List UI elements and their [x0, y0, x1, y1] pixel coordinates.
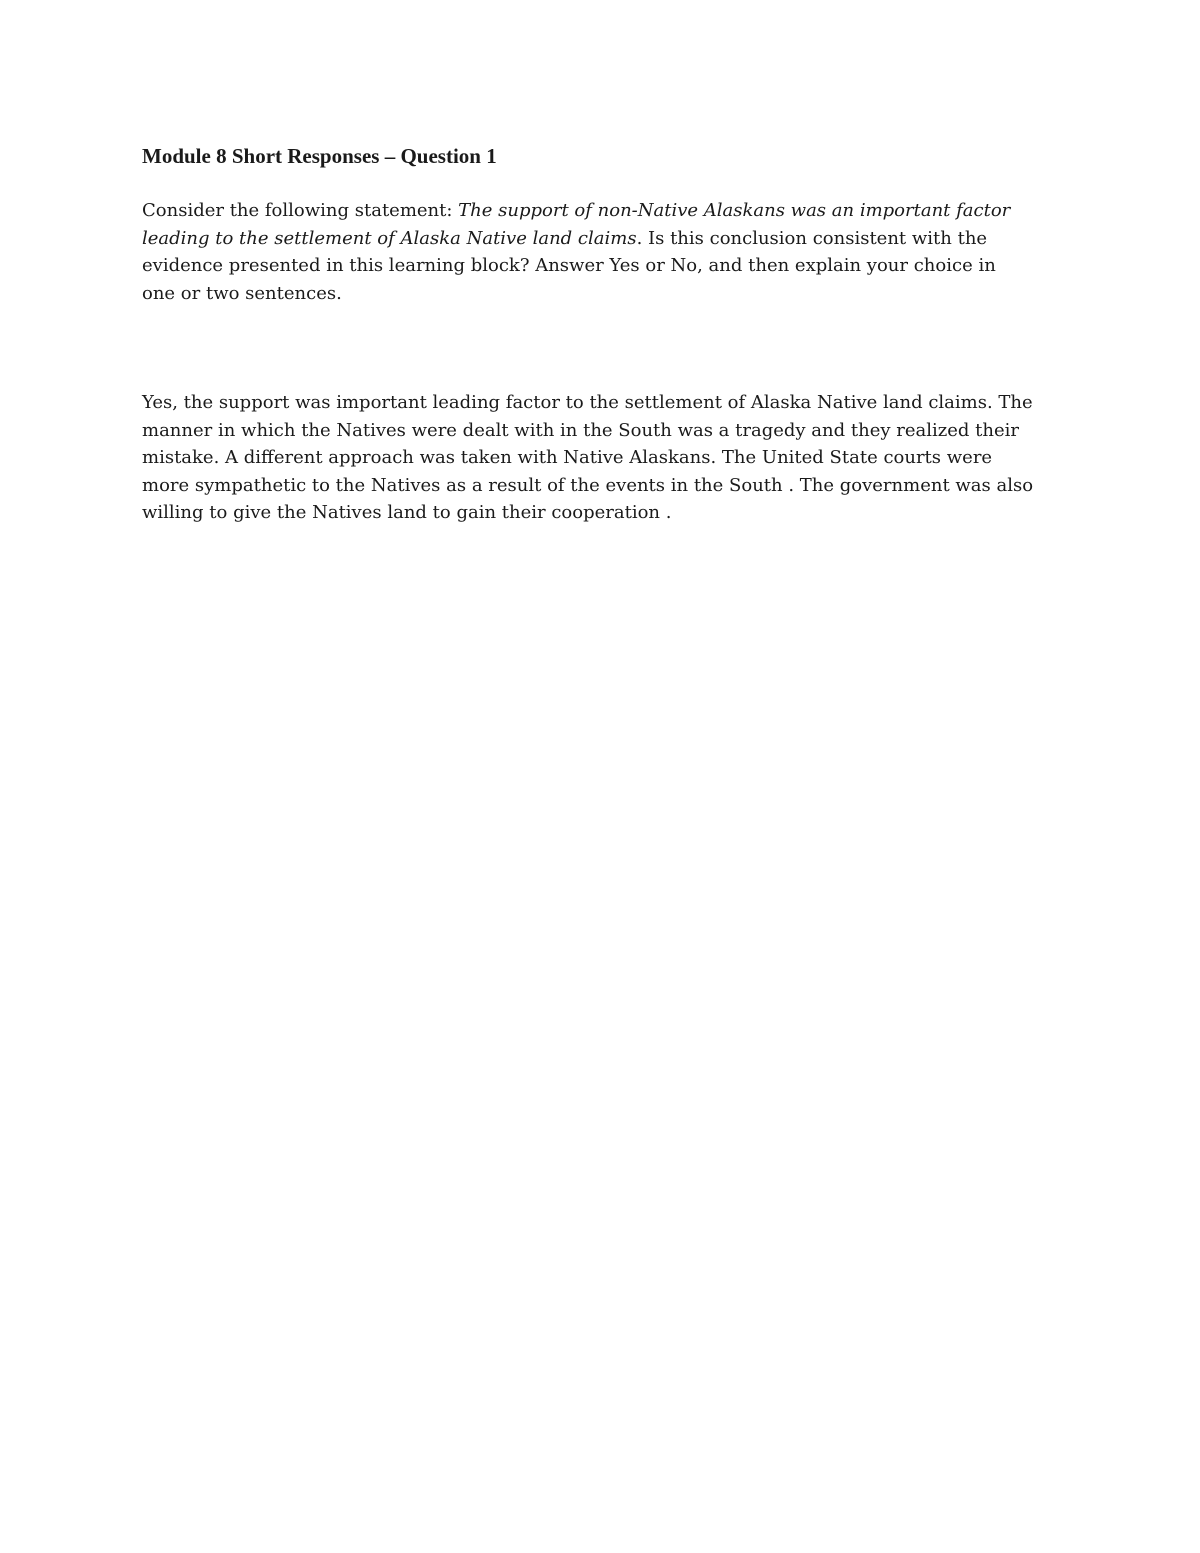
student-answer — [142, 389, 1082, 527]
prompt-question-text: . Is this conclusion consistent with the — [636, 227, 988, 249]
question-prompt — [142, 197, 1082, 307]
prompt-lead-text: Consider the following statement: — [142, 200, 459, 221]
answer-line: manner in which the Natives were dealt with in the South was a tragedy and they realized their — [142, 419, 1019, 441]
prompt-statement-italic-cont: leading to the settlement of Alaska Native land claims — [142, 227, 637, 249]
document-title: Module 8 Short Responses – Question 1 — [142, 144, 497, 168]
prompt-line-3: evidence presented in this learning block? Answer Yes or No, and then explain your choice in — [142, 255, 996, 276]
prompt-line-1 — [142, 197, 1082, 225]
answer-line: mistake. A different approach was taken with Native Alaskans. The United State courts were — [142, 447, 993, 468]
answer-line: more sympathetic to the Natives as a result of the events in the South . The government was also — [142, 474, 1034, 496]
answer-line: willing to give the Natives land to gain their cooperation . — [142, 502, 672, 523]
prompt-line-4: one or two sentences. — [142, 282, 342, 304]
prompt-statement-italic: The support of non-Native Alaskans was an important factor — [458, 200, 1011, 221]
answer-line: Yes, the support was important leading factor to the settlement of Alaska Native land claims. The — [142, 392, 1033, 413]
prompt-line-2 — [142, 225, 1082, 253]
